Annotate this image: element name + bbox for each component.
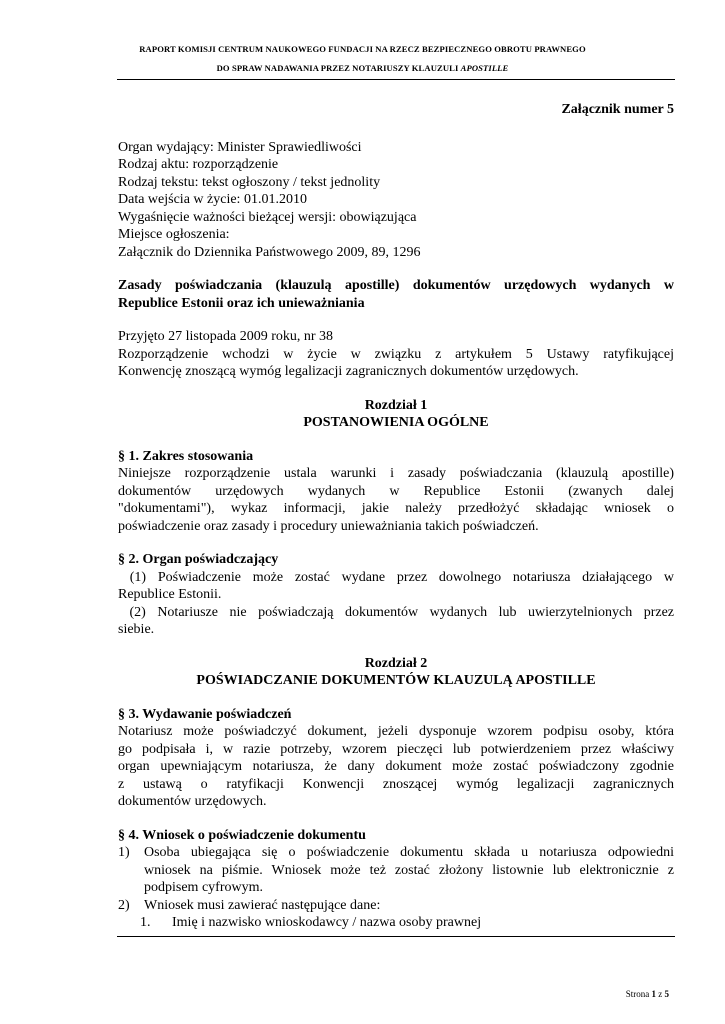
section-1-line: Niniejsze rozporządzenie ustala warunki i zasady poświadczania (klauzulą apostille) — [118, 466, 674, 481]
section-2-line: siebie. — [118, 622, 155, 637]
section-2-line: (2) Notariusze nie poświadczają dokumentów wydanych lub uwierzytelnionych przez — [118, 604, 674, 620]
section-3-line: Notariusz może poświadczyć dokument, jeżeli dysponuje wzorem podpisu osoby, która — [118, 724, 674, 739]
running-header-line-1: RAPORT KOMISJI CENTRUM NAUKOWEGO FUNDACJI NA RZECZ BEZPIECZNEGO OBROTU PRAWNEGO — [139, 44, 586, 54]
list-item-line: Wniosek musi zawierać następujące dane: — [144, 897, 381, 913]
section-1-line: "dokumentami"), wykaz informacji, jakie należy przedłożyć składając wniosek o — [118, 501, 674, 516]
chapter-1-label: Rozdział 1 — [364, 397, 428, 413]
meta-line: Miejsce ogłoszenia: — [118, 227, 230, 242]
list-item-line: podpisem cyfrowym. — [144, 880, 263, 895]
list-item-line: wniosek na piśmie. Wniosek może też zostać złożony listownie lub elektronicznie z — [144, 862, 674, 878]
section-3-heading: § 3. Wydawanie poświadczeń — [118, 706, 292, 722]
document-title — [118, 277, 674, 312]
section-1-line: poświadczenie oraz zasady i procedury unieważniania takich poświadczeń. — [118, 518, 539, 534]
intro-line: Rozporządzenie wchodzi w życie w związku z artykułem 5 Ustawy ratyfikującej — [118, 346, 674, 362]
chapter-2-title: POŚWIADCZANIE DOKUMENTÓW KLAUZULĄ APOSTILLE — [196, 673, 596, 688]
meta-line: Rodzaj aktu: rozporządzenie — [118, 157, 279, 172]
title-line: Zasady poświadczania (klauzulą apostille) dokumentów urzędowych wydanych w — [118, 278, 674, 293]
page-footer — [626, 989, 669, 999]
header-rule — [117, 79, 675, 80]
page-separator: z — [656, 989, 665, 999]
list-item — [118, 844, 674, 897]
list-item-line: Osoba ubiegająca się o poświadczenie dokumentu składa u notariusza odpowiedni — [144, 845, 674, 860]
running-header-line-2 — [60, 63, 665, 73]
attachment-label: Załącznik numer 5 — [561, 102, 674, 117]
document-body — [118, 101, 674, 932]
title-line: Republice Estonii oraz ich unieważniania — [118, 295, 365, 311]
chapter-2-label: Rozdział 2 — [364, 655, 428, 671]
meta-line: Organ wydający: Minister Sprawiedliwości — [118, 139, 362, 155]
section-2-heading: § 2. Organ poświadczający — [118, 552, 279, 567]
section-3-line: organ upewniającym notariusza, że dany dokument może zostać poświadczony zgodnie — [118, 759, 674, 774]
list-item — [118, 897, 674, 915]
page-total: 5 — [664, 989, 669, 999]
list-item-number: 1) — [118, 845, 130, 860]
page-number: 1 — [651, 989, 656, 999]
meta-line: Wygaśnięcie ważności bieżącej wersji: obowiązująca — [118, 209, 417, 225]
section-3-line: dokumentów urzędowych. — [118, 794, 267, 809]
adoption-note: Przyjęto 27 listopada 2009 roku, nr 38 — [118, 329, 334, 344]
footer-rule — [117, 936, 675, 937]
section-3-line: z ustawą o ratyfikacji Konwencji znoszącej wymóg legalizacji zagranicznych — [118, 776, 674, 792]
section-4-heading: § 4. Wniosek o poświadczenie dokumentu — [118, 827, 366, 843]
meta-block — [118, 139, 674, 262]
section-1-line: dokumentów urzędowych wydanych w Republice Estonii (zwanych dalej — [118, 483, 674, 499]
meta-line: Data wejścia w życie: 01.01.2010 — [118, 192, 307, 207]
sub-list-item-number: 1. — [140, 915, 151, 930]
sub-list-item — [118, 914, 674, 932]
meta-line: Rodzaj tekstu: tekst ogłoszony / tekst jednolity — [118, 174, 381, 190]
section-3-line: go podpisała i, w razie potrzeby, wzorem pieczęci lub potwierdzeniem przez właściwy — [118, 741, 674, 757]
section-2-line: Republice Estonii. — [118, 587, 222, 602]
section-1-heading: § 1. Zakres stosowania — [118, 448, 254, 464]
section-2-line: (1) Poświadczenie może zostać wydane przez dowolnego notariusza działającego w — [118, 569, 674, 585]
list-item-number: 2) — [118, 897, 130, 913]
page-label: Strona — [625, 989, 652, 999]
running-header-italic: APOSTILLE — [460, 63, 509, 73]
meta-line: Załącznik do Dziennika Państwowego 2009, 89, 1296 — [118, 244, 421, 260]
intro-line: Konwencję znoszącą wymóg legalizacji zagranicznych dokumentów urzędowych. — [118, 364, 579, 379]
sub-list-item-text: Imię i nazwisko wnioskodawcy / nazwa osoby prawnej — [172, 915, 482, 930]
running-header-text: DO SPRAW NADAWANIA PRZEZ NOTARIUSZY KLAUZULI — [216, 63, 461, 73]
chapter-1-title: POSTANOWIENIA OGÓLNE — [303, 415, 489, 430]
